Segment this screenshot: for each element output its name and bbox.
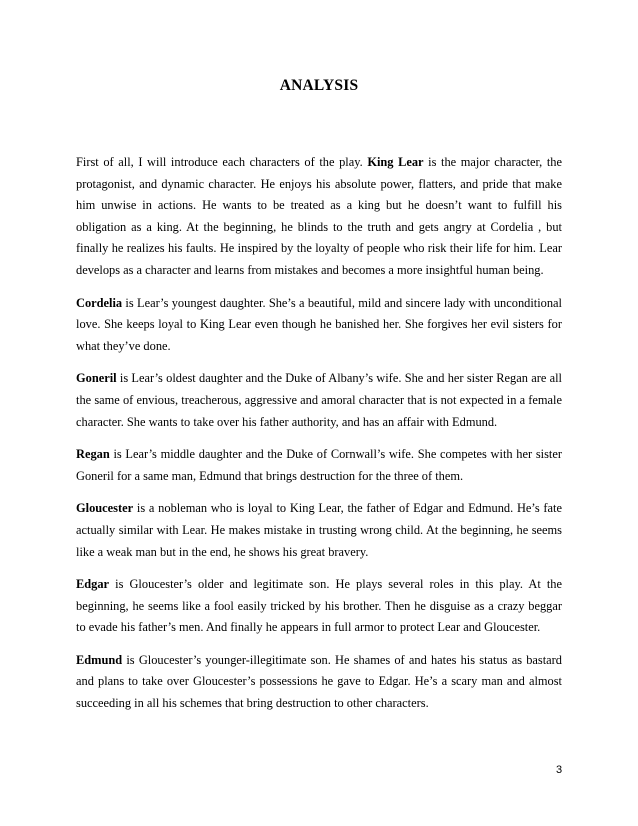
paragraph-text: is Lear’s middle daughter and the Duke of Cornwall’s wife. She competes with her sister Goneril for a same man, Edmund that brings destruction for the three of them. [76,447,562,483]
page-title: ANALYSIS [279,77,359,94]
character-name-edgar: Edgar [76,577,110,592]
paragraph-text: First of all, I will introduce each characters of the play. [76,155,368,169]
paragraph-edmund [76,650,562,715]
character-name-gloucester: Gloucester [76,501,134,516]
paragraph-cordelia [76,293,562,358]
character-name-regan: Regan [76,447,110,462]
paragraph-text: is the major character, the protagonist, and dynamic character. He enjoys his absolute power, flatters, and pride that make him unwise in actions. He wants to be treated as a king but he doesn’t want to fulfill his obligation as a king. At the beginning, he blinds to the truth and gets angry at Cordelia , but finally he realizes his faults. He inspired by the loyalty of people who risk their life for him. Lear develops as a character and learns from mistakes and becomes a more insightful human being. [76,155,562,277]
character-name-edmund: Edmund [76,652,123,667]
paragraph-goneril [76,368,562,433]
paragraph-introduction [76,152,562,282]
paragraph-edgar [76,574,562,639]
paragraph-text: is Gloucester’s older and legitimate son. He plays several roles in this play. At the beginning, he seems like a fool easily tricked by his brother. Then he disguise as a crazy beggar to evade his father’s men. And finally he appears in full armor to protect Lear and Gloucester. [76,577,562,635]
paragraph-text: is Lear’s youngest daughter. She’s a beautiful, mild and sincere lady with unconditional love. She keeps loyal to King Lear even though he banished her. She forgives her evil sisters for what they’ve done. [76,295,562,353]
analysis-body [76,152,562,726]
paragraph-text: is a nobleman who is loyal to King Lear, the father of Edgar and Edmund. He’s fate actually similar with Lear. He makes mistake in trusting wrong child. At the beginning, he seems like a weak man but in the end, he shows his great bravery. [76,501,562,559]
page-number: 3 [556,764,563,776]
paragraph-gloucester [76,498,562,563]
paragraph-text: is Gloucester’s younger-illegitimate son. He shames of and hates his status as bastard and plans to take over Gloucester’s possessions he gave to Edgar. He’s a scary man and almost succeeding in all his schemes that bring destruction to other characters. [76,652,562,711]
paragraph-regan [76,444,562,487]
paragraph-text: is Lear’s oldest daughter and the Duke of Albany’s wife. She and her sister Regan are all the same of envious, treacherous, aggressive and amoral character that is not expected in a female character. She wants to take over his father authority, and has an affair with Edmund. [76,371,562,429]
character-name-goneril: Goneril [76,371,117,386]
character-name-cordelia: Cordelia [76,295,123,310]
character-name-king-lear: King Lear [367,155,424,169]
